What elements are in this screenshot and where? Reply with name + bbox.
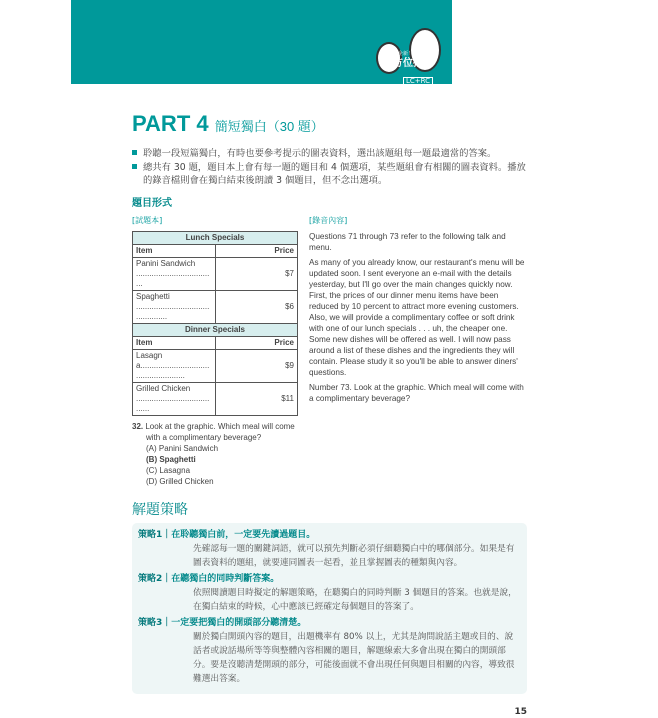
- audio-question: Number 73. Look at the graphic. Which meal will come with a complimentary beverage?: [309, 383, 524, 403]
- part-subtitle: 簡短獨白（30 題）: [214, 119, 324, 134]
- strategy-label: 策略3｜: [138, 618, 172, 628]
- strategy-label: 策略2｜: [138, 574, 172, 584]
- page-title: [132, 110, 527, 141]
- strategy-box: [132, 523, 527, 694]
- bullet-text: 聆聽一段短篇獨白，有時也要參考提示的圖表資料，選出該題組每一題最適當的答案。: [143, 148, 497, 159]
- item-cell: Lasagna.....................................................: [133, 350, 216, 383]
- bullet-icon: [132, 150, 137, 155]
- main-content: [132, 110, 527, 718]
- series-small: 全新！新制多益: [397, 51, 433, 57]
- price-cell: $6: [215, 291, 298, 324]
- strategy-heading: 解題策略: [132, 502, 188, 518]
- price-cell: $9: [215, 350, 298, 383]
- question-32: [132, 421, 298, 487]
- example-columns: [132, 215, 527, 487]
- series-tag: LC+RC: [403, 77, 433, 87]
- part-label: PART 4: [132, 111, 209, 136]
- table-row: [133, 350, 298, 383]
- format-heading: 題目形式: [132, 198, 172, 209]
- col-item: Item: [133, 245, 216, 258]
- question-number: 32.: [132, 422, 144, 431]
- strategy-1-body: 先確認每一題的關鍵詞語，就可以預先判斷必須仔細聽獨白中的哪個部分。如果是有圖表資料的題組，就要連同圖表一起看，並且掌握圖表的種類與內容。: [193, 544, 515, 568]
- audio-talk: As many of you already know, our restaurant's menu will be updated soon. I sent everyone an e-mail with the details yesterday, but I'll go over the main changes quickly now. First, the prices of our dinner menu items have been reduced by 10 percent to attract more evening customers. Also, we will provide a complimentary coffee or soft drink with one of our lunch specials . . . uh, the cheaper one. Some new dishes will be offered as well. I will now pass around a list of these dishes and the ingredients they will contain. Please study it so you'll be able to answer diners' questions.: [309, 258, 525, 377]
- strategy-title: 在聆聽獨白前，一定要先讀過題目。: [171, 530, 316, 540]
- strategy-3-body: 關於獨白開頭內容的題目，出題機率有 80% 以上，尤其是詢問說話主題或目的、說話者或說話場所等等與整體內容相關的題目，解題線索大多會出現在獨白的開頭部分。要是沒聽清楚開頭的部分，可能後面就不會出現任何與題目相關的內容，導致很難選出答案。: [193, 632, 515, 684]
- series-badge: [383, 52, 433, 86]
- series-title: 全方位指南: [383, 57, 433, 69]
- audio-intro: Questions 71 through 73 refer to the following talk and menu.: [309, 232, 506, 252]
- strategy-2-body: 依照閱讀題目時擬定的解題策略，在聽獨白的同時判斷 3 個題目的答案。也就是說，在獨白結束的時候，心中應該已經確定每個題目的答案了。: [193, 588, 517, 612]
- col-price: Price: [215, 245, 298, 258]
- question-text: Look at the graphic. Which meal will come with a complimentary beverage?: [145, 422, 295, 442]
- strategy-1: [138, 529, 521, 542]
- col-price: Price: [215, 337, 298, 350]
- booklet-label: [試題本]: [132, 216, 163, 225]
- audio-script: [309, 231, 527, 404]
- bullet-1: [132, 147, 527, 160]
- dinner-title: Dinner Specials: [133, 324, 298, 337]
- strategy-2: [138, 573, 521, 586]
- booklet-column: [132, 215, 298, 487]
- table-row: [133, 258, 298, 291]
- strategy-title: 在聽獨白的同時判斷答案。: [171, 574, 280, 584]
- strategy-title: 一定要把獨白的開頭部分聽清楚。: [171, 618, 307, 628]
- strategy-label: 策略1｜: [138, 530, 172, 540]
- audio-label: [錄音內容]: [309, 216, 348, 225]
- option-a: (A) Panini Sandwich: [146, 444, 219, 453]
- bullet-icon: [132, 164, 137, 169]
- table-row: [133, 291, 298, 324]
- lunch-title: Lunch Specials: [133, 232, 298, 245]
- strategy-3: [138, 617, 521, 630]
- price-cell: $7: [215, 258, 298, 291]
- item-cell: Spaghetti ...............................................: [133, 291, 216, 324]
- price-cell: $11: [215, 383, 298, 416]
- option-b: (B) Spaghetti: [146, 455, 196, 464]
- audio-column: [309, 215, 527, 487]
- item-cell: Grilled Chicken .......................................: [133, 383, 216, 416]
- menu-table: [132, 231, 298, 416]
- option-d: (D) Grilled Chicken: [146, 477, 214, 486]
- page-number: 15: [514, 707, 527, 717]
- option-c: (C) Lasagna: [146, 466, 191, 475]
- col-item: Item: [133, 337, 216, 350]
- bullet-2: [132, 161, 527, 187]
- bullet-text: 總共有 30 題，題目本上會有每一題的題目和 4 個選項，某些題組會有相關的圖表資料。播放的錄音檔則會在獨白結束後朗讀 3 個題目，但不念出選項。: [143, 162, 526, 186]
- table-row: [133, 383, 298, 416]
- item-cell: Panini Sandwich ....................................: [133, 258, 216, 291]
